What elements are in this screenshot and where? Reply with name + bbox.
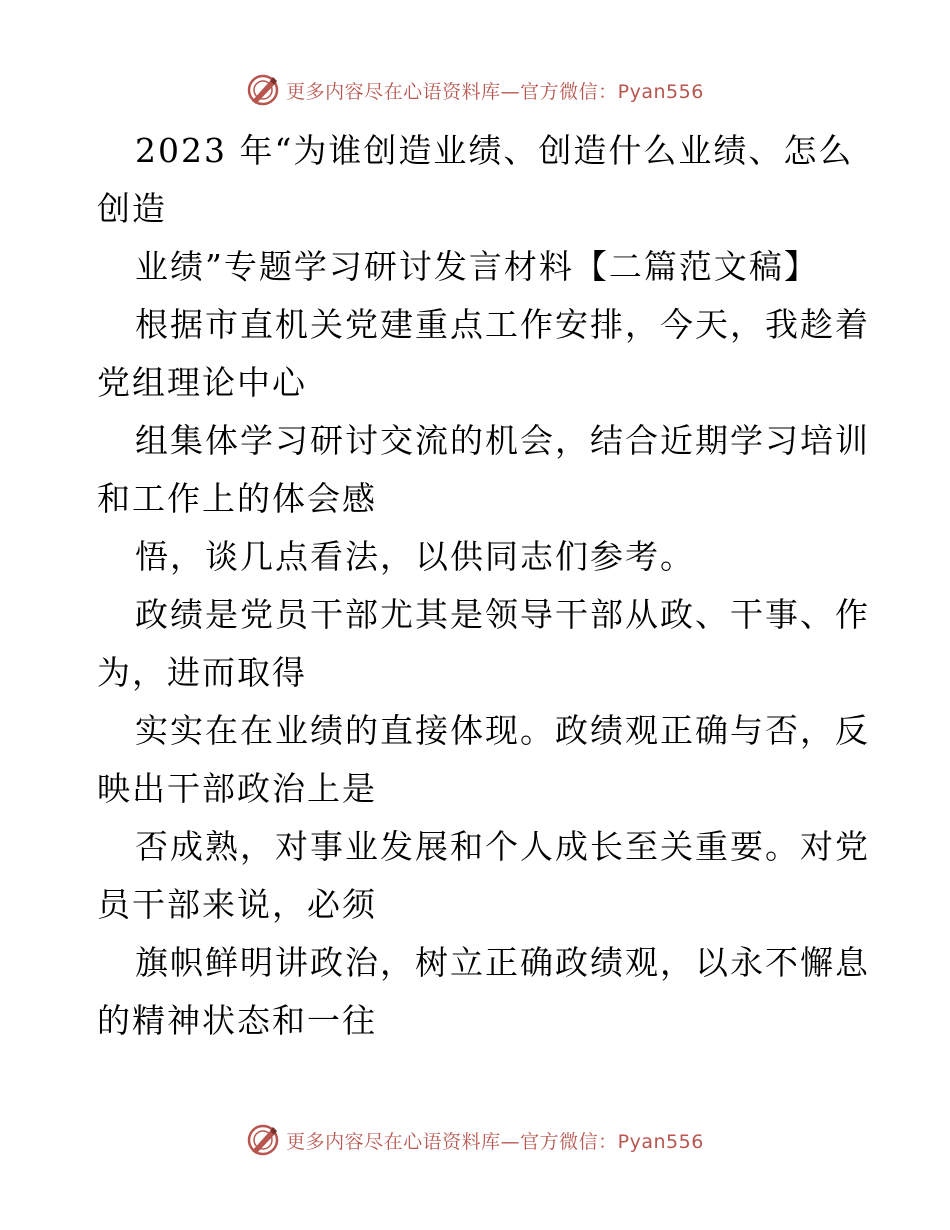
text-line: 员干部来说，必须 (97, 885, 377, 924)
text-line: 旗帜鲜明讲政治，树立正确政绩观，以永不懈息 (135, 943, 870, 982)
text-line: 业绩”专题学习研讨发言材料【二篇范文稿】 (135, 247, 819, 286)
text-line: 根据市直机关党建重点工作安排，今天，我趁着 (135, 305, 870, 344)
text-line: 实实在在业绩的直接体现。政绩观正确与否，反 (135, 711, 870, 750)
watermark-text: 更多内容尽在心语资料库—官方微信：Pyan556 (286, 1130, 704, 1153)
text-line: 为，进而取得 (97, 653, 307, 692)
text-line: 否成熟，对事业发展和个人成长至关重要。对党 (135, 827, 870, 866)
pen-logo-icon (246, 1123, 280, 1157)
document-body (97, 122, 870, 1050)
text-line: 党组理论中心 (97, 363, 307, 402)
text-line: 政绩是党员干部尤其是领导干部从政、干事、作 (135, 595, 870, 634)
text-line: 的精神状态和一往 (97, 1001, 377, 1040)
footer-watermark (0, 1120, 950, 1160)
text-line: 映出干部政治上是 (97, 769, 377, 808)
text-line: 和工作上的体会感 (97, 479, 377, 518)
watermark-text: 更多内容尽在心语资料库—官方微信：Pyan556 (286, 80, 704, 103)
text-line: 2023 年“为谁创造业绩、创造什么业绩、怎么 (135, 131, 854, 170)
pen-logo-icon (246, 73, 280, 107)
text-line: 悟，谈几点看法，以供同志们参考。 (135, 537, 695, 576)
text-line: 创造 (97, 189, 167, 228)
header-watermark (0, 70, 950, 110)
text-line: 组集体学习研讨交流的机会，结合近期学习培训 (135, 421, 870, 460)
